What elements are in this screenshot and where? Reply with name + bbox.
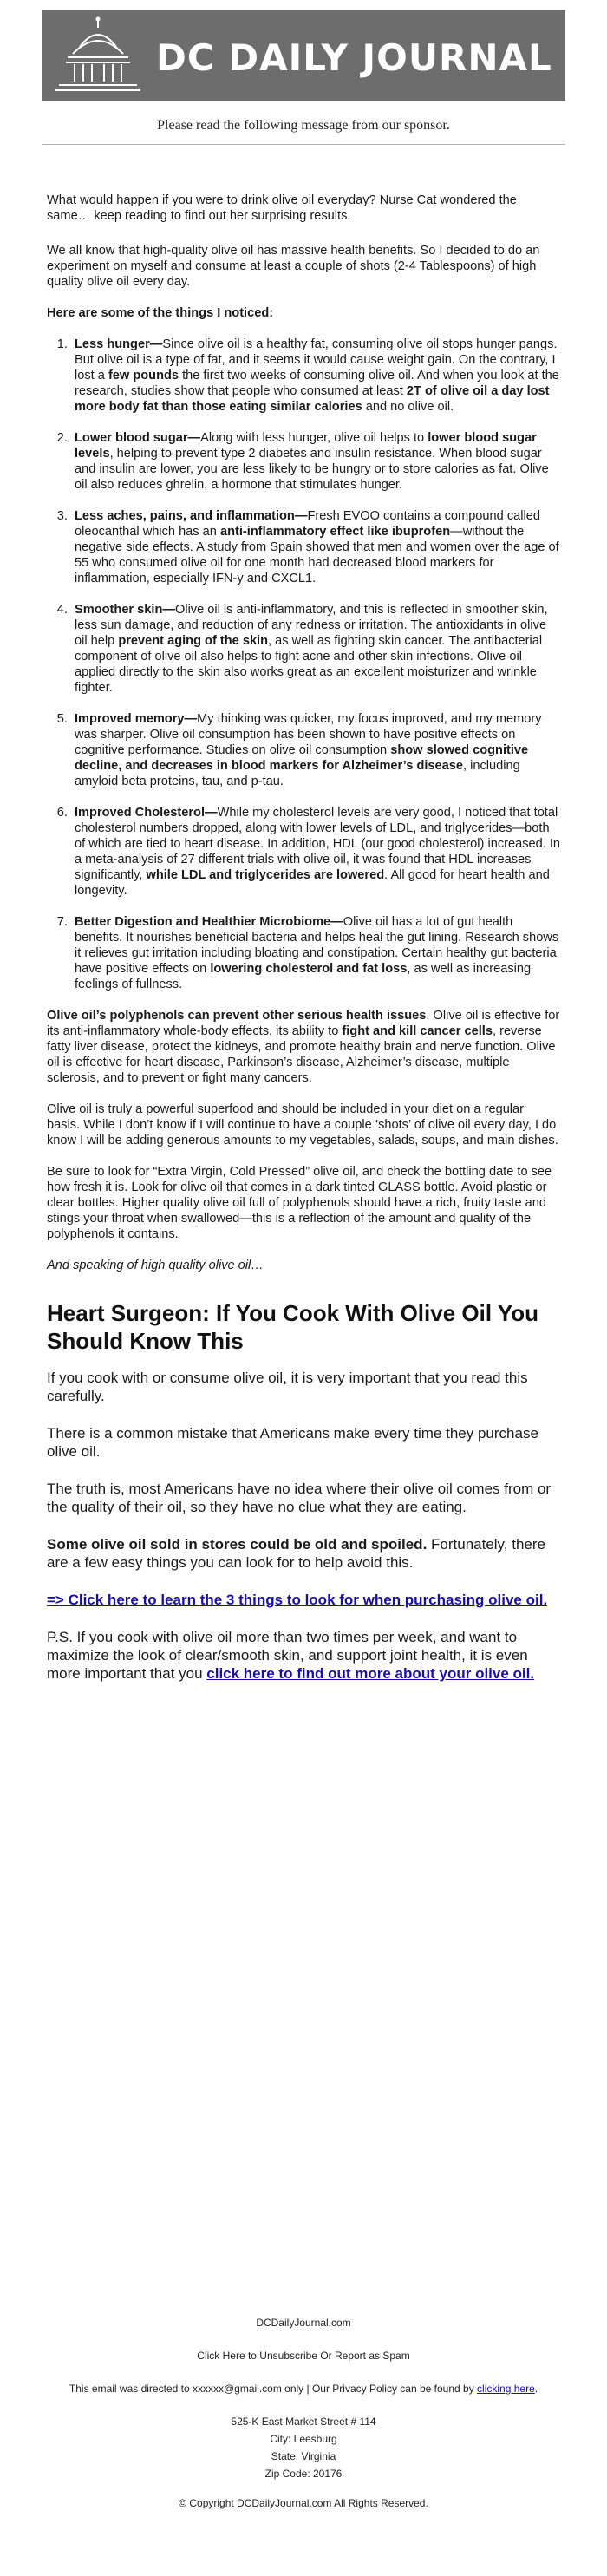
footer-zip: Zip Code: 20176 — [264, 2468, 343, 2480]
cta-link[interactable]: => Click here to learn the 3 things to look for when purchasing olive oil. — [47, 1592, 548, 1608]
publication-title: DC DAILY JOURNAL — [156, 36, 552, 79]
benefit-item: 3. Less aches, pains, and inflammation—Fresh EVOO contains a compound called oleocanthal which has an anti-inflammatory effect like ibuprofen—without the negative side effects. A study from Spain showed that men and women over the age of 55 who consumed olive oil for one month had decreased blood markers for inflammation, especially IFN-y and CXCL1. — [71, 508, 560, 586]
ad-paragraph: Some olive oil sold in stores could be old and spoiled. Fortunately, there are a few easy things you can look for to help avoid this. — [47, 1536, 545, 1571]
polyphenols-paragraph: Olive oil’s polyphenols can prevent other serious health issues. Olive oil is effective for its anti-inflammatory whole-body effects, its ability to fight and kill cancer cells, reverse fatty liver disease, protect the kidneys, and promote healthy brain and nerve function. Olive oil is effective for heart disease, Parkinson’s disease, Alzheimer’s disease, multiple sclerosis, and to prevent or fight many cancers. — [47, 1009, 560, 1085]
ps-link[interactable]: click here to find out more about your olive oil. — [206, 1665, 535, 1682]
ad-paragraph: If you cook with or consume olive oil, it is very important that you read this carefully. — [47, 1370, 528, 1404]
buying-tip-paragraph: Be sure to look for “Extra Virgin, Cold Pressed” olive oil, and check the bottling date to see how fresh it is. Look for olive oil that comes in a dark tinted GLASS bottle. Avoid plastic or clear bottles. Higher quality olive oil full of polyphenols should have a rich, fruity taste and stings your throat when swallowed—this is a reflection of the amount and quality of the polyphenols it contains. — [47, 1165, 552, 1241]
unsubscribe-link[interactable]: Click Here to Unsubscribe Or Report as Spam — [197, 2350, 410, 2362]
benefit-item: 2. Lower blood sugar—Along with less hunger, olive oil helps to lower blood sugar levels, helping to prevent type 2 diabetes and insulin resistance. When blood sugar and insulin are lower, you are less likely to be hungry or to store calories as fat. Olive oil also reduces ghrelin, a hormone that stimulates hunger. — [71, 430, 560, 493]
article-body — [47, 193, 560, 1702]
benefits-list — [47, 337, 560, 992]
benefit-item: 4. Smoother skin—Olive oil is anti-inflammatory, and this is reflected in smoother skin, less sun damage, and reduction of any redness or irritation. The antioxidants in olive oil help prevent aging of the skin, as well as fighting skin cancer. The antibacterial component of olive oil also helps to fight acne and other skin infections. Olive oil applied directly to the skin also works great as an excellent moisturizer and wrinkle fighter. — [71, 602, 560, 696]
ad-headline: Heart Surgeon: If You Cook With Olive Oil You Should Know This — [47, 1300, 538, 1354]
superfood-paragraph: Olive oil is truly a powerful superfood and should be included in your diet on a regular basis. While I don’t know if I will continue to have a couple ‘shots’ of olive oil every day, I do know I will be adding generous amounts to my vegetables, salads, soups, and main dishes. — [47, 1102, 558, 1147]
privacy-link[interactable]: clicking here — [477, 2383, 535, 2395]
ad-paragraph: The truth is, most Americans have no idea where their olive oil comes from or the quality of their oil, so they have no clue what they are eating. — [47, 1481, 552, 1515]
cta-paragraph — [47, 1591, 560, 1609]
intro-experiment: We all know that high-quality olive oil has massive health benefits. So I decided to do an experiment on myself and consume at least a couple of shots (2-4 Tablespoons) of high quality olive oil every day. — [47, 244, 540, 289]
benefit-item: 1. Less hunger—Since olive oil is a healthy fat, consuming olive oil stops hunger pangs. But olive oil is a type of fat, and it seems it would cause weight gain. On the contrary, I lost a few pounds the first two weeks of consuming olive oil. And when you look at the research, studies show that people who consumed at least 2T of olive oil a day lost more body fat than those eating similar calories and no olive oil. — [71, 337, 560, 415]
benefit-item: 5. Improved memory—My thinking was quicker, my focus improved, and my memory was sharper. Olive oil consumption has been shown to have positive effects on cognitive performance. Studies on olive oil consumption show slowed cognitive decline, and decreases in blood markers for Alzheimer’s disease, including amyloid beta proteins, tau, and p-tau. — [71, 711, 560, 789]
footer-city: City: Leesburg — [270, 2433, 337, 2445]
ad-paragraph: There is a common mistake that Americans make every time they purchase olive oil. — [47, 1425, 538, 1460]
ps-paragraph: P.S. If you cook with olive oil more than two times per week, and want to maximize the look of clear/smooth skin, and support joint health, it is even more important that you click here to find out more about your olive oil. — [47, 1629, 535, 1682]
footer-site: DCDailyJournal.com — [256, 2317, 351, 2329]
masthead-banner — [42, 10, 565, 101]
intro-question: What would happen if you were to drink olive oil everyday? Nurse Cat wondered the same… keep reading to find out her surprising results. — [47, 193, 517, 223]
transition-line: And speaking of high quality olive oil… — [47, 1259, 264, 1272]
capitol-dome-logo — [50, 16, 146, 95]
noticed-heading: Here are some of the things I noticed: — [47, 306, 274, 320]
footer-copyright: © Copyright DCDailyJournal.com All Rights Reserved. — [179, 2497, 428, 2509]
benefit-item: 7. Better Digestion and Healthier Microbiome—Olive oil has a lot of gut health benefits. It nourishes beneficial bacteria and helps heal the gut lining. Research shows it relieves gut irritation including bloating and constipation. Certain healthy gut bacteria have positive effects on lowering cholesterol and fat loss, as well as increasing feelings of fullness. — [71, 914, 560, 992]
sponsor-notice: Please read the following message from our sponsor. — [157, 118, 450, 133]
email-footer — [42, 2316, 565, 2510]
recipient-notice: This email was directed to xxxxxx@gmail.com only | Our Privacy Policy can be found by clicking here. — [69, 2383, 538, 2395]
footer-state: State: Virginia — [271, 2450, 336, 2462]
benefit-item: 6. Improved Cholesterol—While my cholesterol levels are very good, I noticed that total cholesterol numbers dropped, along with lower levels of LDL, and triglycerides—both of which are tied to heart disease. In addition, HDL (our good cholesterol) increased. In a meta-analysis of 27 different trials with olive oil, it was found that HDL increases significantly, while LDL and triglycerides are lowered. All good for heart health and longevity. — [71, 805, 560, 899]
footer-address: 525-K East Market Street # 114 — [231, 2416, 376, 2428]
header-divider — [42, 144, 565, 145]
